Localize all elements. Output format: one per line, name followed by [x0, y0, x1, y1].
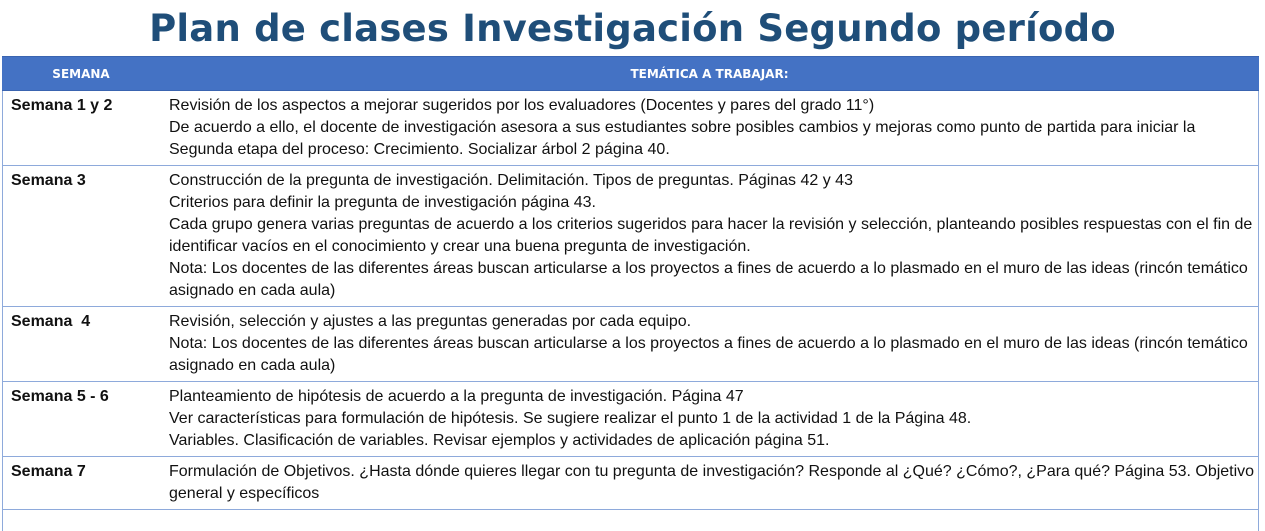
topic-line: Ver características para formulación de hipótesis. Se sugiere realizar el punto 1 de la actividad 1 de la Página 48. [169, 410, 972, 427]
topic-line: De acuerdo a ello, el docente de investigación asesora a sus estudiantes sobre posibles cambios y mejoras como punto de partida para iniciar la Segunda etapa del proceso: Crecimiento. Socializar árbol 2 página 40. [169, 119, 1196, 158]
table-row [2, 307, 1259, 382]
column-header-week: SEMANA [2, 57, 160, 91]
table-header-row [2, 57, 1259, 91]
week-cell: Semana 1 y 2 [2, 91, 160, 166]
table-row [2, 91, 1259, 166]
topic-cell [160, 382, 1259, 457]
column-header-topic: TEMÁTICA A TRABAJAR: [160, 57, 1259, 91]
table-row [2, 166, 1259, 307]
topic-cell [160, 166, 1259, 307]
topic-line: Cada grupo genera varias preguntas de acuerdo a los criterios sugeridos para hacer la revisión y selección, planteando posibles respuestas con el fin de identificar vacíos en el conocimiento y crear una buena pregunta de investigación. [169, 216, 1253, 255]
lesson-plan-table [2, 56, 1259, 510]
page-title: Plan de clases Investigación Segundo período [149, 7, 1116, 50]
table-row [2, 382, 1259, 457]
topic-cell [160, 91, 1259, 166]
topic-line: Variables. Clasificación de variables. Revisar ejemplos y actividades de aplicación página 51. [169, 432, 830, 449]
week-cell: Semana 5 - 6 [2, 382, 160, 457]
topic-cell [160, 307, 1259, 382]
topic-cell [160, 457, 1259, 510]
week-cell: Semana 4 [2, 307, 160, 382]
topic-line: Formulación de Objetivos. ¿Hasta dónde quieres llegar con tu pregunta de investigación? Responde al ¿Qué? ¿Cómo?, ¿Para qué? Página 53. Objetivo general y específicos [169, 463, 1255, 502]
table-row [2, 457, 1259, 510]
week-cell: Semana 3 [2, 166, 160, 307]
topic-line: Nota: Los docentes de las diferentes áreas buscan articularse a los proyectos a fines de acuerdo a lo plasmado en el muro de las ideas (rincón temático asignado en cada aula) [169, 335, 1248, 374]
topic-line: Nota: Los docentes de las diferentes áreas buscan articularse a los proyectos a fines de acuerdo a lo plasmado en el muro de las ideas (rincón temático asignado en cada aula) [169, 260, 1248, 299]
topic-line: Revisión de los aspectos a mejorar sugeridos por los evaluadores (Docentes y pares del grado 11°) [169, 97, 875, 114]
topic-line: Planteamiento de hipótesis de acuerdo a la pregunta de investigación. Página 47 [169, 388, 744, 405]
topic-line: Criterios para definir la pregunta de investigación página 43. [169, 194, 596, 211]
topic-line: Construcción de la pregunta de investigación. Delimitación. Tipos de preguntas. Páginas 42 y 43 [169, 172, 853, 189]
topic-line: Revisión, selección y ajustes a las preguntas generadas por cada equipo. [169, 313, 692, 330]
week-cell: Semana 7 [2, 457, 160, 510]
